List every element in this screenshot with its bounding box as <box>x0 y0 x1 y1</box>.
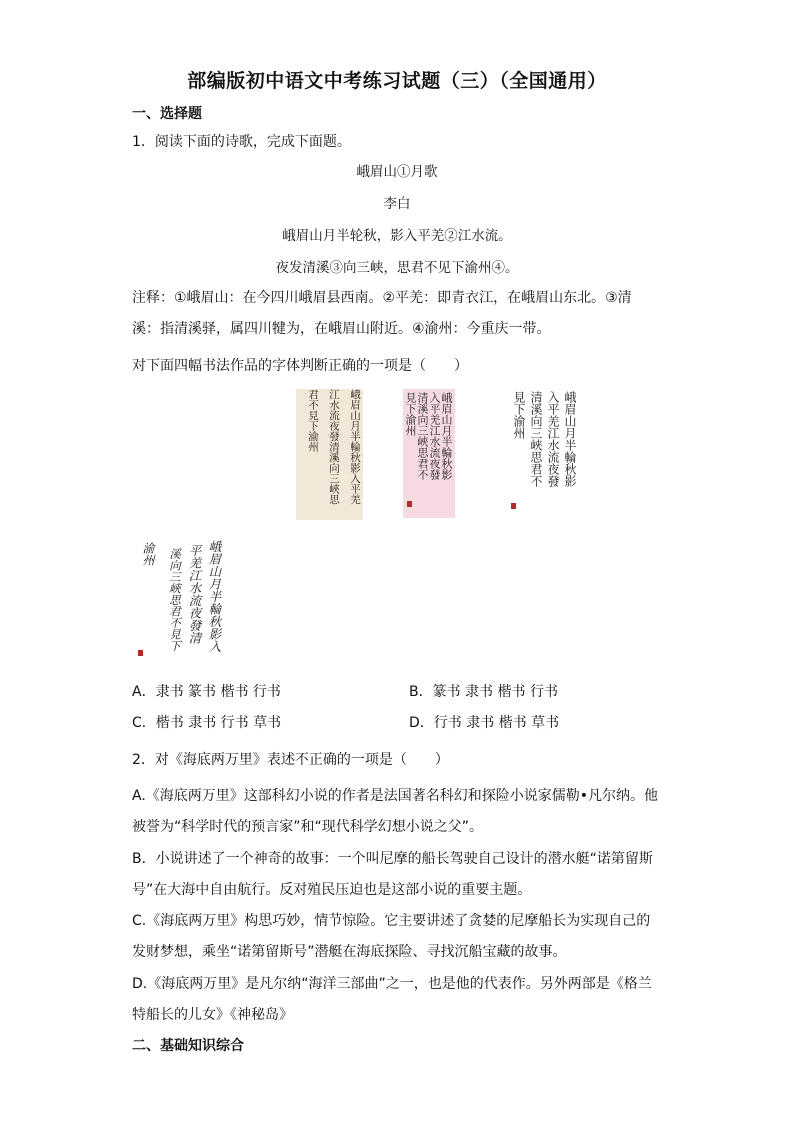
seal-stamp <box>407 501 412 507</box>
calligraphy-work-3 <box>508 391 578 521</box>
calligraphy-4-column: 溪向三峽思君不見下 <box>168 548 182 652</box>
calligraphy-2-column: 見下渝州 <box>404 392 417 436</box>
q2-option-c-cont: 发财梦想，乘坐“诺第留斯号”潜艇在海底探险、寻找沉船宝藏的故事。 <box>132 944 567 960</box>
calligraphy-1-column: 君不見下渝州 <box>307 389 319 452</box>
q1-option-a[interactable]: A．隶书 篆书 楷书 行书 <box>132 684 281 700</box>
q1-option-b[interactable]: B．篆书 隶书 楷书 行书 <box>409 684 558 700</box>
poem-author: 李白 <box>383 196 411 212</box>
q2-option-d[interactable]: D.《海底两万里》是凡尔纳“海洋三部曲”之一，也是他的代表作。另外两部是《格兰 <box>132 976 652 992</box>
calligraphy-work-4 <box>132 540 222 662</box>
calligraphy-4-column: 峨眉山月半輪秋影入 <box>207 540 222 653</box>
calligraphy-work-2 <box>403 389 455 518</box>
calligraphy-2-column: 清溪向三峽思君不 <box>416 392 429 480</box>
q2-option-d-cont: 特船长的儿女》《神秘岛》 <box>132 1007 293 1023</box>
q2-option-b-cont: 号”在大海中自由航行。反对殖民压迫也是这部小说的重要主题。 <box>132 882 532 898</box>
page-title: 部编版初中语文中考练习试题（三）（全国通用） <box>187 70 607 92</box>
calligraphy-3-column: 入平羌江水流夜發 <box>546 391 560 487</box>
poem-line-1: 峨眉山月半轮秋，影入平羌②江水流。 <box>282 228 512 244</box>
q2-option-a[interactable]: A.《海底两万里》这部科幻小说的作者是法国著名科幻和探险小说家儒勒•凡尔纳。他 <box>132 788 659 804</box>
calligraphy-1-column: 江水流夜發清溪向三峽思 <box>328 389 340 505</box>
question-2-stem: 2．对《海底两万里》表述不正确的一项是（ ） <box>132 752 449 768</box>
q2-option-a-cont: 被誉为“科学时代的预言家”和“现代科学幻想小说之父”。 <box>132 819 484 835</box>
calligraphy-2-column: 入平羌江水流夜發 <box>428 392 441 480</box>
q1-option-d[interactable]: D．行书 隶书 楷书 草书 <box>409 715 560 731</box>
question-1-prompt: 对下面四幅书法作品的字体判断正确的一项是（ ） <box>132 358 468 374</box>
question-1-stem: 1．阅读下面的诗歌，完成下面题。 <box>132 134 351 150</box>
poem-title: 峨眉山①月歌 <box>356 164 438 180</box>
calligraphy-2-column: 峨眉山月半輪秋影 <box>440 392 453 480</box>
calligraphy-3-column: 峨眉山月半輪秋影 <box>563 391 577 487</box>
seal-stamp <box>138 650 143 656</box>
calligraphy-4-column: 渝州 <box>141 542 155 566</box>
calligraphy-4-column: 平羌江水流夜發清 <box>187 544 202 644</box>
calligraphy-work-1 <box>296 389 363 520</box>
calligraphy-3-column: 見下渝州 <box>512 391 526 439</box>
poem-notes-line-2: 溪：指清溪驿，属四川犍为，在峨眉山附近。④渝州：今重庆一带。 <box>132 321 551 337</box>
poem-notes-line-1: 注释：①峨眉山：在今四川峨眉县西南。②平羌：即青衣江，在峨眉山东北。③清 <box>132 290 632 306</box>
section-heading-choice: 一、选择题 <box>132 106 202 122</box>
q2-option-b[interactable]: B．小说讲述了一个神奇的故事：一个叫尼摩的船长驾驶自己设计的潜水艇“诺第留斯 <box>132 851 653 867</box>
section-heading-basics: 二、基础知识综合 <box>132 1038 244 1054</box>
poem-line-2: 夜发清溪③向三峡，思君不见下渝州④。 <box>275 260 519 276</box>
calligraphy-1-column: 峨眉山月半輪秋影入平羌 <box>349 389 361 505</box>
q1-option-c[interactable]: C．楷书 隶书 行书 草书 <box>132 715 282 731</box>
q2-option-c[interactable]: C.《海底两万里》构思巧妙，情节惊险。它主要讲述了贪婪的尼摩船长为实现自己的 <box>132 913 651 929</box>
seal-stamp <box>511 503 516 509</box>
calligraphy-3-column: 清溪向三峽思君不 <box>529 391 543 487</box>
